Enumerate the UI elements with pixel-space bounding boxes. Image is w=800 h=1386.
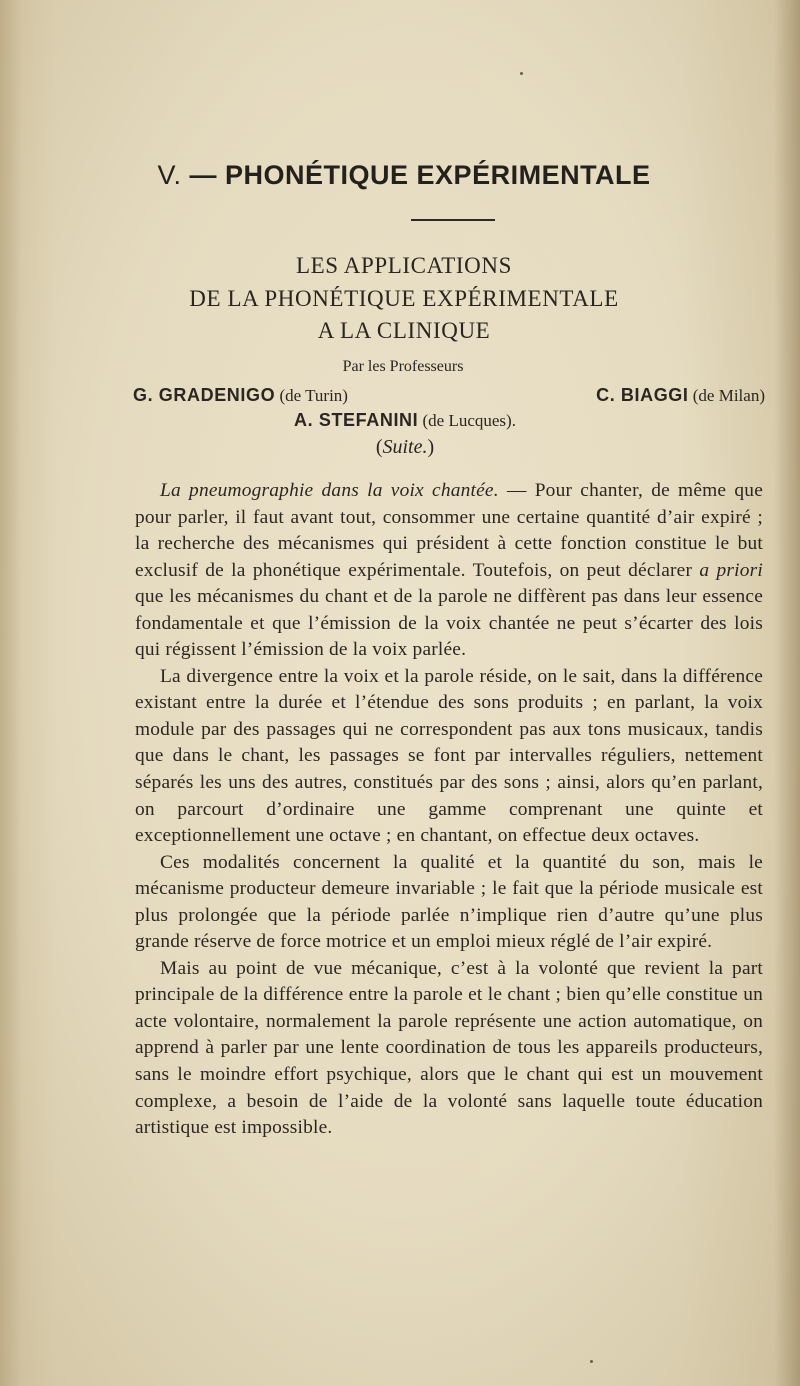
author-affiliation: (de Lucques).	[422, 411, 516, 430]
paper-speck	[520, 72, 523, 75]
paragraph-text: — Pour chanter, de même que pour parler, il faut avant tout, consommer une certaine quantité d’air expiré ; la recherche des mécanismes qui président à cette fonction constitue le but exclusif de la phonétique expérimentale. Toutefois, on peut déclarer	[135, 480, 763, 581]
author-biaggi	[596, 385, 765, 406]
section-dash: —	[189, 160, 217, 190]
paragraph-1	[135, 478, 763, 664]
article-title-line-3: A LA CLINIQUE	[317, 318, 491, 343]
article-title-line-1: LES APPLICATIONS	[296, 253, 512, 278]
paragraph-4: Mais au point de vue mécanique, c’est à la volonté que revient la part principale de la différence entre la parole et le chant ; bien qu’elle constitue un acte volontaire, normalement la parole représente une action automatique, on apprend à parler par une lente coordination de tous les appareils producteurs, sans le moindre effort psychique, alors que le chant qui est un mouvement complexe, a besoin de l’aide de la volonté sans laquelle toute éducation artistique est impossible.	[135, 957, 763, 1139]
section-title	[0, 160, 800, 191]
suite-close-paren: )	[427, 436, 435, 458]
author-name: G. GRADENIGO	[133, 385, 276, 405]
byline: Par les Professeurs	[342, 358, 464, 375]
author-gradenigo	[133, 385, 348, 406]
suite-open-paren: (	[375, 436, 383, 458]
emphasis-a-priori: a priori	[699, 559, 763, 581]
suite-note	[0, 436, 800, 459]
author-stefanini	[0, 410, 800, 431]
author-affiliation: (de Turin)	[279, 386, 348, 405]
paper-speck	[590, 1360, 593, 1363]
title-divider	[411, 219, 495, 221]
page-left-shadow	[0, 0, 22, 1386]
author-affiliation: (de Milan)	[692, 386, 765, 405]
paragraph-3: Ces modalités concernent la qualité et la quantité du son, mais le mécanisme producteur demeure invariable ; le fait que la période musicale est plus prolongée que la période parlée n’implique rien d’autre qu’une plus grande réserve de force motrice et un emploi mieux réglé de l’air expiré.	[135, 851, 763, 953]
section-title-text: PHONÉTIQUE EXPÉRIMENTALE	[225, 160, 651, 190]
paragraph-2: La divergence entre la voix et la parole réside, on le sait, dans la différence existant entre la durée et l’étendue des sons produits ; en parlant, la voix module par des passages qui ne correspondent pas aux tons musicaux, tandis que dans le chant, les passages se font par intervalles réguliers, nettement séparés les uns des autres, constitués par des sons ; ainsi, alors qu’en parlant, on parcourt d’ordinaire une gamme comprenant une quinte et exceptionnellement une octave ; en chantant, on effectue deux octaves.	[135, 665, 763, 847]
article-body	[135, 478, 763, 1142]
author-name: C. BIAGGI	[596, 385, 689, 405]
paragraph-text: que les mécanismes du chant et de la parole ne diffèrent pas dans leur essence fondamentale et que l’émission de la voix chantée ne peut s’écarter des lois qui régissent l’émission de la voix parlée.	[135, 586, 763, 661]
article-title-line-2: DE LA PHONÉTIQUE EXPÉRIMENTALE	[189, 286, 619, 311]
section-number: V.	[157, 160, 182, 190]
author-name: A. STEFANINI	[294, 410, 419, 430]
page-right-shadow	[774, 0, 800, 1386]
paragraph-heading: La pneumographie dans la voix chantée.	[160, 480, 499, 501]
suite-label: Suite.	[382, 436, 428, 458]
